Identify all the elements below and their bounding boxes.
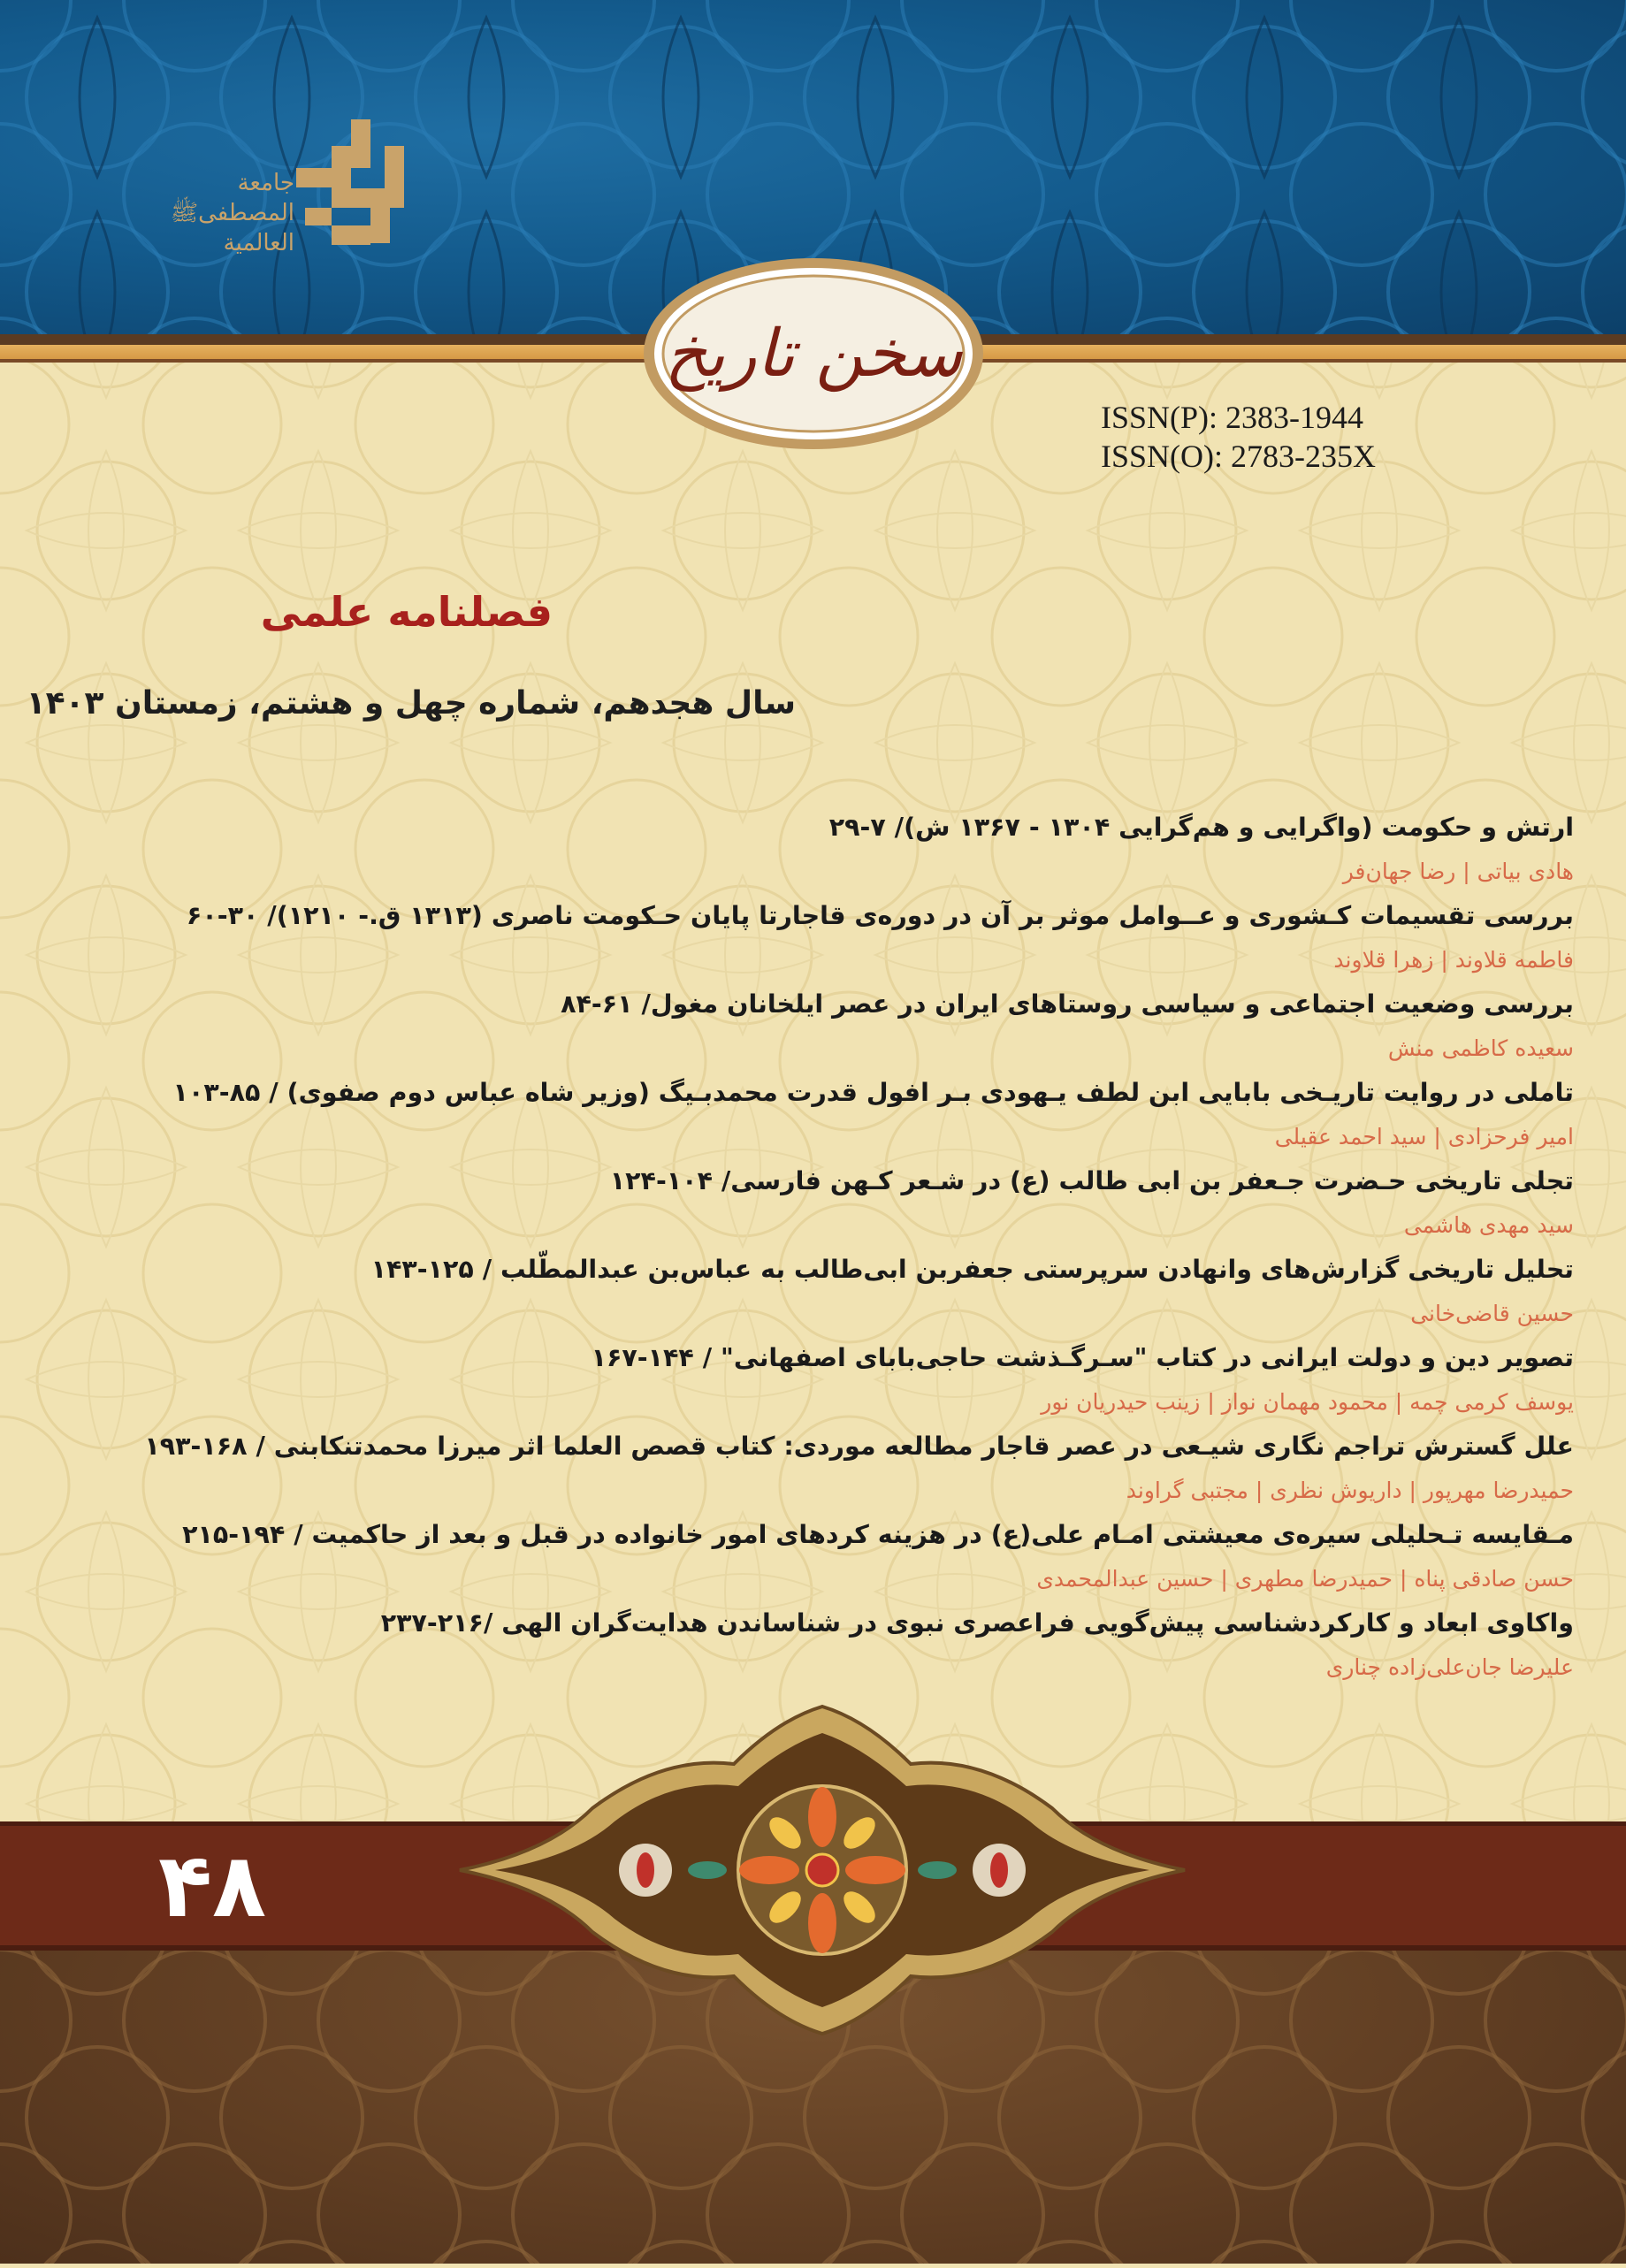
article-title: تحلیل تاریخی گزارش‌های وانهادن سرپرستی جعفربن ابی‌طالب به عباس‌بن عبدالمطّلب / ۱۲۵-۱۴۳ bbox=[370, 1255, 1574, 1284]
article-authors: سعیده کاظمی منش bbox=[1387, 1035, 1574, 1061]
toc-item bbox=[186, 893, 1574, 981]
issn-online: ISSN(O): 2783-235X bbox=[1101, 439, 1376, 474]
toc-item bbox=[252, 981, 1574, 1070]
publisher-name-line-1: جامعة bbox=[237, 170, 294, 196]
toc-item bbox=[172, 1070, 1574, 1158]
article-authors: یوسف کرمی چمه | محمود مهمان نواز | زینب حیدریان نور bbox=[1041, 1389, 1574, 1415]
article-title: مـقایسه تـحلیلی سیره‌ی معیشتی امـام علی(ع) در هزینه کردهای امور خانواده در قبل و بعد از حاکمیت / ۱۹۴-۲۱۵ bbox=[182, 1520, 1574, 1549]
article-title: ارتش و حکومت (واگرایی و هم‌گرایی ۱۳۰۴ - ۱۳۶۷ ش)/ ۷-۲۹ bbox=[828, 813, 1574, 842]
publisher-name-line-2: المصطفیﷺ bbox=[170, 200, 294, 226]
article-authors: فاطمه قلاوند | زهرا قلاوند bbox=[1333, 947, 1574, 973]
article-authors: سید مهدی هاشمی bbox=[1403, 1212, 1574, 1238]
article-title: تاملی در روایت تاریـخی بابایی ابن لطف یـهودی بـر افول قدرت محمدبـیگ (وزیر شاه عباس دوم صفوی) / ۸۵-۱۰۳ bbox=[172, 1078, 1574, 1107]
article-authors: حسن صادقی پناه | حمیدرضا مطهری | حسین عبدالمحمدی bbox=[1036, 1566, 1574, 1592]
toc-item bbox=[182, 1512, 1574, 1600]
journal-title-badge bbox=[637, 252, 990, 455]
toc-item bbox=[252, 1335, 1574, 1424]
toc-item bbox=[252, 805, 1574, 893]
table-of-contents bbox=[144, 805, 1574, 1689]
toc-item bbox=[252, 1247, 1574, 1335]
shamseh-ornament-icon bbox=[442, 1702, 1202, 2038]
toc-item bbox=[252, 1600, 1574, 1689]
article-authors: هادی بیاتی | رضا جهان‌فر bbox=[1342, 859, 1574, 884]
journal-title: سخن تاریخ bbox=[664, 316, 963, 392]
issn-block bbox=[1101, 398, 1376, 476]
toc-item bbox=[144, 1424, 1574, 1512]
article-authors: علیرضا جان‌علی‌زاده چناری bbox=[1325, 1654, 1574, 1680]
publisher-name bbox=[170, 168, 294, 258]
issue-number: ۴۸ bbox=[157, 1834, 267, 1937]
article-authors: امیر فرحزادی | سید احمد عقیلی bbox=[1274, 1124, 1574, 1149]
issn-print: ISSN(P): 2383-1944 bbox=[1101, 400, 1364, 435]
publisher-logo bbox=[170, 119, 402, 270]
issue-line: سال هجدهم، شماره چهل و هشتم، زمستان ۱۴۰۳ bbox=[26, 685, 796, 722]
article-title: تجلی تاریخی حـضرت جـعفر بن ابی طالب (ع) در شـعر کـهن فارسی/ ۱۰۴-۱۲۴ bbox=[609, 1166, 1574, 1195]
article-authors: حمیدرضا مهرپور | داریوش نظری | مجتبی گراوند bbox=[1126, 1478, 1574, 1503]
journal-type: فصلنامه علمی bbox=[260, 588, 553, 636]
article-title: بررسی وضعیت اجتماعی و سیاسی روستاهای ایران در عصر ایلخانان مغول/ ۶۱-۸۴ bbox=[561, 989, 1574, 1019]
publisher-name-line-3: العالمية bbox=[223, 230, 294, 256]
article-authors: حسین قاضی‌خانی bbox=[1410, 1301, 1574, 1326]
article-title: علل گسترش تراجم نگاری شیـعی در عصر قاجار مطالعه موردی: کتاب قصص العلما اثر میرزا محمدتنکابنی / ۱۶۸-۱۹۳ bbox=[144, 1432, 1574, 1461]
article-title: واکاوی ابعاد و کارکردشناسی پیش‌گویی فراعصری نبوی در شناساندن هدایت‌گران الهی /۲۱۶-۲۳۷ bbox=[380, 1608, 1574, 1638]
article-title: تصویر دین و دولت ایرانی در کتاب "سـر‌گـذشت حاجی‌بابای اصفهانی" / ۱۴۴-۱۶۷ bbox=[591, 1343, 1574, 1372]
almustafa-logo-icon bbox=[296, 119, 407, 265]
article-title: بررسی تقسیمات کـشوری و عــوامل موثر بر آن در دوره‌ی قاجارتا پایان حـکومت ناصری (۱۳۱۳ ق.- ۱۲۱۰)/ ۳۰-۶۰ bbox=[186, 901, 1574, 930]
toc-item bbox=[252, 1158, 1574, 1247]
